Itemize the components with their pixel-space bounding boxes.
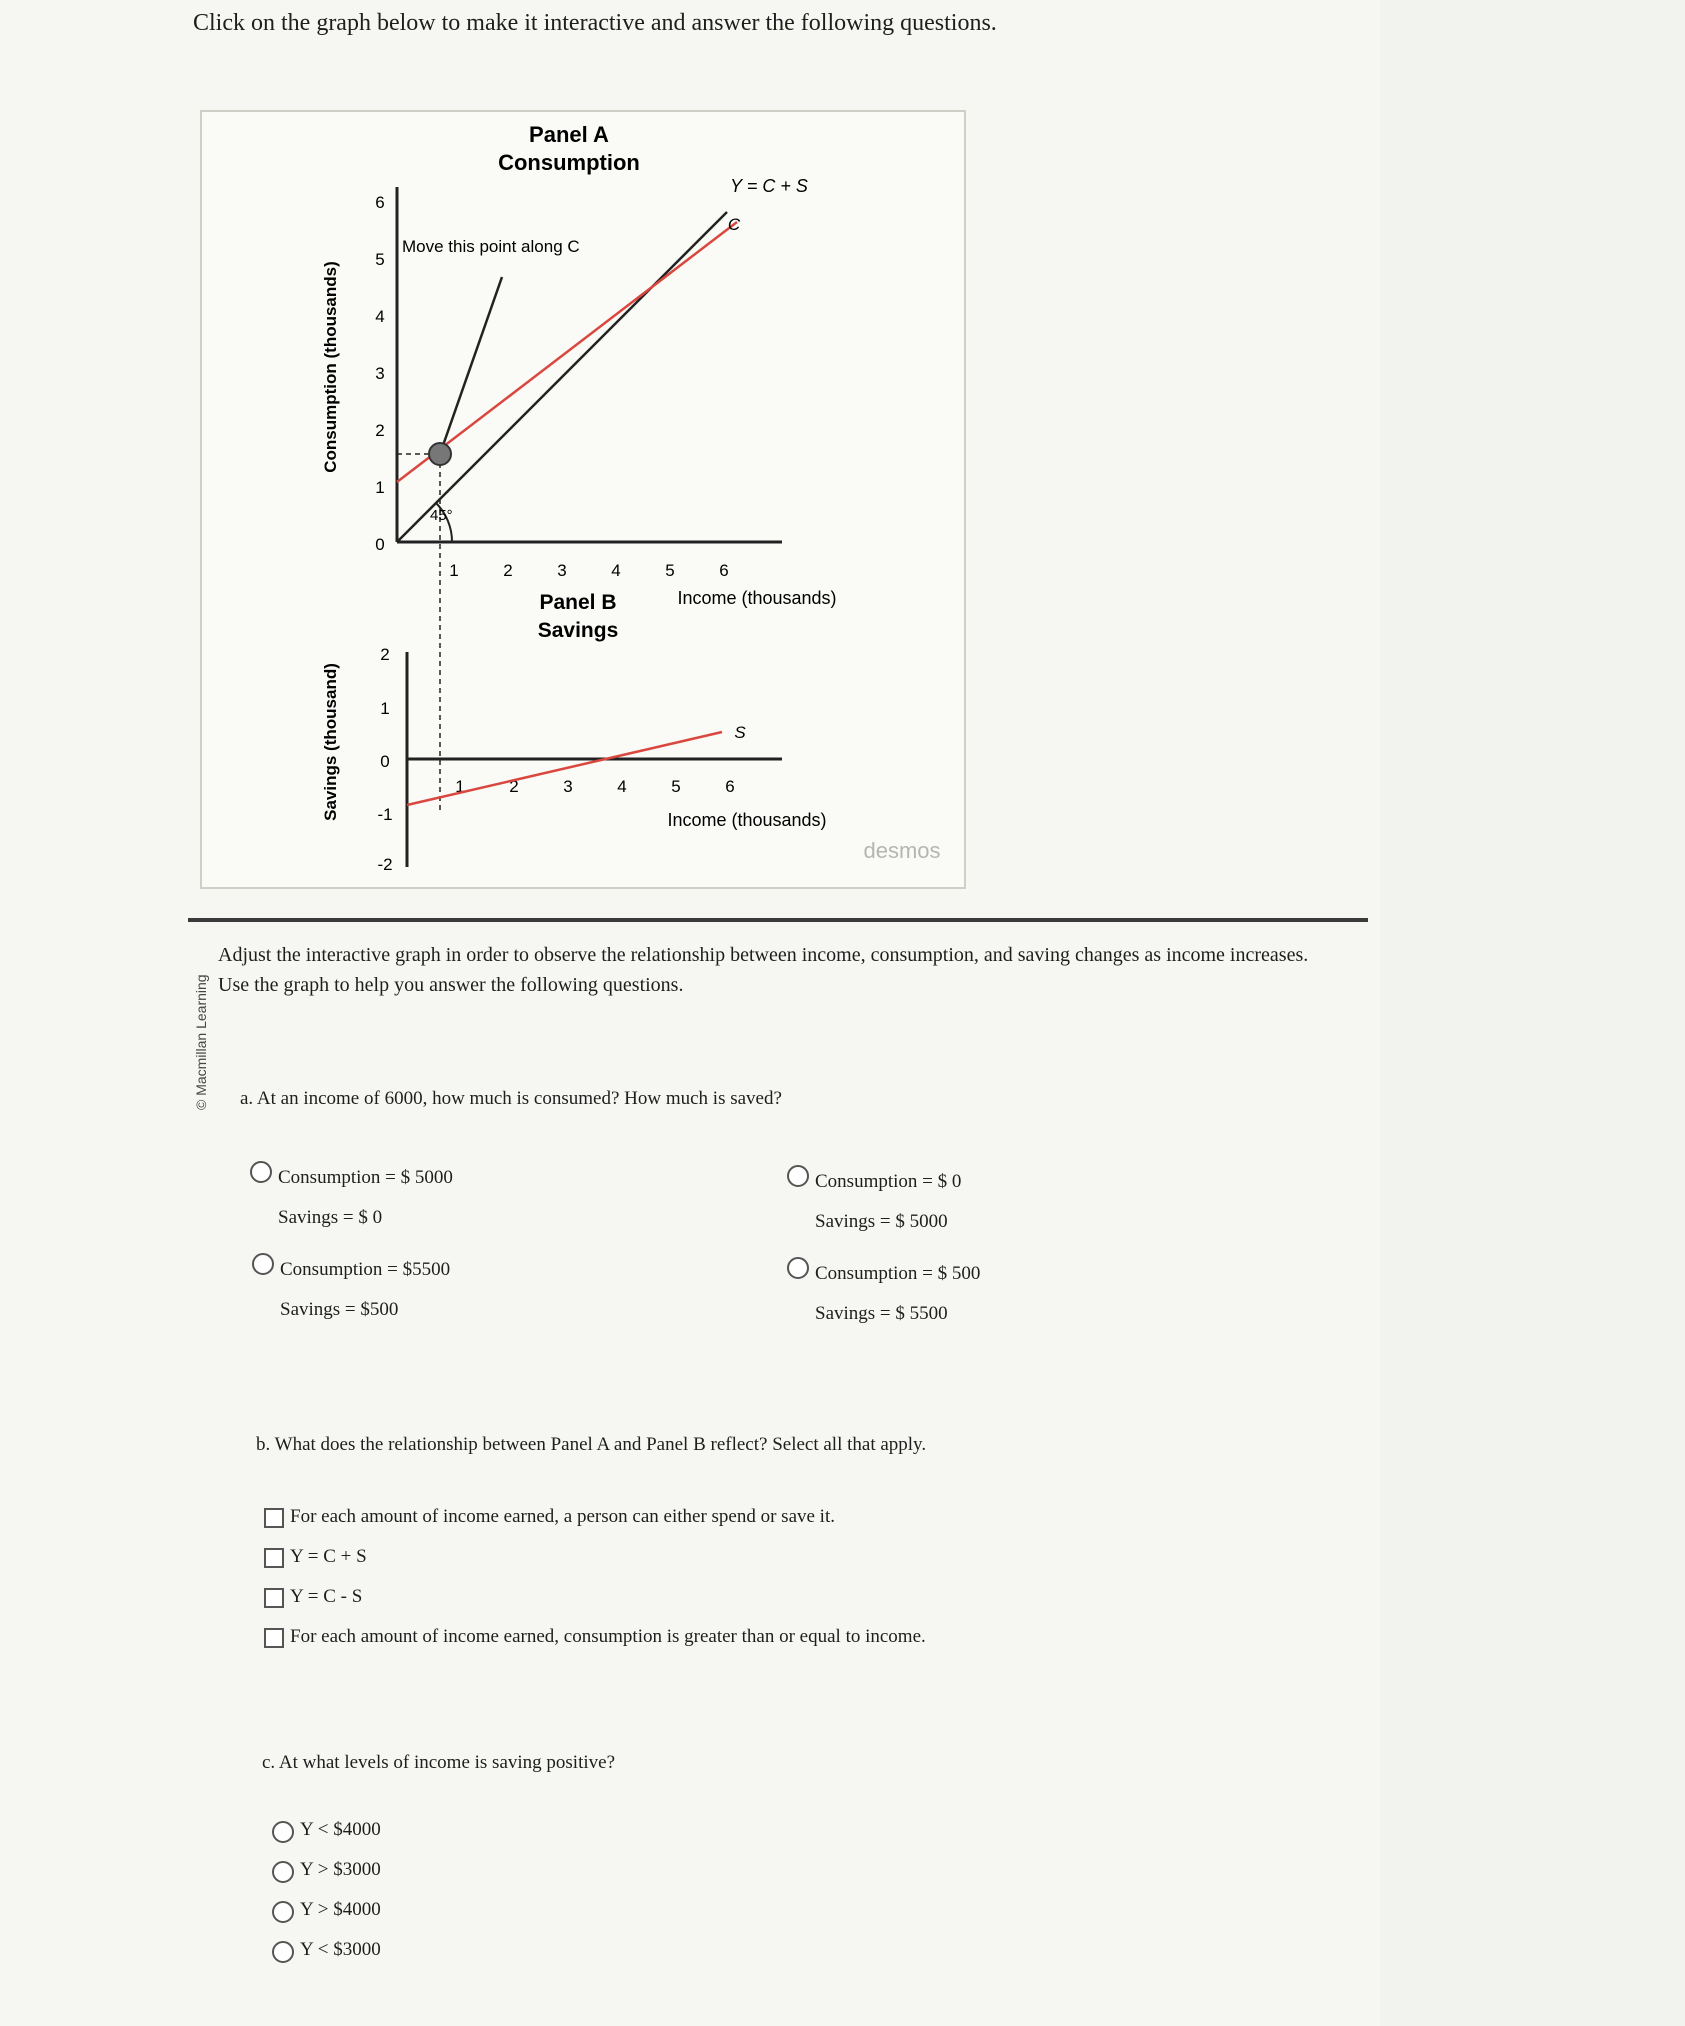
option-line: Savings = $500 — [280, 1299, 399, 1320]
option-label: For each amount of income earned, a person can either spend or save it. — [290, 1506, 835, 1527]
option-label: Y > $4000 — [300, 1899, 381, 1920]
graph-svg[interactable] — [202, 112, 964, 887]
radio-button[interactable] — [787, 1165, 809, 1187]
panel-b-ytick: -1 — [377, 805, 393, 824]
option-line: Consumption = $ 500 — [815, 1263, 981, 1284]
panel-b-xtick: 6 — [725, 777, 735, 796]
question-b-option-4[interactable] — [264, 1625, 926, 1649]
radio-button[interactable] — [272, 1941, 294, 1963]
question-a-prompt: a. At an income of 6000, how much is consumed? How much is saved? — [240, 1088, 782, 1109]
line-c[interactable] — [397, 222, 737, 482]
question-c-option-4[interactable] — [272, 1938, 381, 1963]
panel-b-ytick: 2 — [380, 645, 390, 664]
panel-b-yticks — [377, 645, 392, 874]
panel-b-xtick: 5 — [671, 777, 681, 796]
option-line: Savings = $ 5000 — [815, 1211, 948, 1232]
panel-a-ytick: 6 — [375, 193, 385, 212]
question-a-option-4[interactable] — [787, 1254, 980, 1334]
question-b-option-3[interactable] — [264, 1585, 362, 1609]
instructions: Adjust the interactive graph in order to observe the relationship between income, consumption, and saving changes as income increases. Use the graph to help you answer the following questions. — [218, 944, 1309, 996]
hint-pointer-line — [440, 277, 502, 454]
panel-a-ylabel: Consumption (thousands) — [321, 261, 340, 473]
desmos-logo: desmos — [863, 838, 941, 863]
panel-b-ylabel: Savings (thousand) — [321, 663, 340, 821]
panel-a-ytick: 4 — [375, 307, 385, 326]
panel-b-title: Panel B — [539, 591, 617, 614]
hint-label: Move this point along C — [402, 237, 580, 256]
line-y-label: Y = C + S — [730, 176, 808, 196]
panel-b-xticks — [455, 777, 734, 796]
checkbox[interactable] — [264, 1548, 284, 1568]
question-b-prompt: b. What does the relationship between Panel A and Panel B reflect? Select all that apply. — [256, 1434, 927, 1455]
line-c-label: C — [727, 215, 741, 234]
panel-a-xtick: 6 — [719, 561, 729, 580]
panel-a-subtitle: Consumption — [498, 150, 640, 175]
panel-a-ytick: 3 — [375, 364, 385, 383]
movable-point[interactable] — [429, 443, 451, 465]
panel-b-ytick: 1 — [380, 699, 390, 718]
question-c-option-2[interactable] — [272, 1858, 381, 1883]
line-s-label: S — [734, 723, 746, 742]
panel-a-title: Panel A — [529, 122, 609, 147]
checkbox[interactable] — [264, 1508, 284, 1528]
panel-a-xtick: 1 — [449, 561, 459, 580]
question-b-option-1[interactable] — [264, 1505, 835, 1529]
panel-b-ytick: -2 — [377, 855, 393, 874]
radio-button[interactable] — [272, 1821, 294, 1843]
panel-a-xtick: 3 — [557, 561, 567, 580]
section-divider — [188, 918, 1368, 922]
panel-a-ytick: 2 — [375, 421, 385, 440]
option-label: Y > $3000 — [300, 1859, 381, 1880]
copyright: © Macmillan Learning — [193, 974, 209, 1110]
panel-a-xtick: 4 — [611, 561, 621, 580]
radio-button[interactable] — [787, 1257, 809, 1279]
option-label: Y < $3000 — [300, 1939, 381, 1960]
option-label: Y < $4000 — [300, 1819, 381, 1840]
question-c-prompt: c. At what levels of income is saving positive? — [262, 1752, 616, 1773]
option-label: Y = C + S — [290, 1546, 367, 1567]
interactive-graph[interactable] — [200, 110, 966, 889]
panel-b-xtick: 1 — [455, 777, 465, 796]
intro-text: Click on the graph below to make it interactive and answer the following questions. — [193, 10, 997, 36]
angle-label: 45° — [430, 507, 453, 524]
question-a-option-2[interactable] — [787, 1162, 961, 1242]
panel-a-yticks — [375, 193, 384, 554]
panel-a-xlabel: Income (thousands) — [677, 588, 837, 608]
option-line: Consumption = $ 5000 — [278, 1167, 453, 1188]
option-line: Consumption = $5500 — [280, 1259, 451, 1280]
checkbox[interactable] — [264, 1588, 284, 1608]
radio-button[interactable] — [252, 1253, 274, 1275]
option-label: Y = C - S — [290, 1586, 363, 1607]
panel-a-ytick: 0 — [375, 535, 385, 554]
radio-button[interactable] — [272, 1901, 294, 1923]
line-y-equals-c-plus-s — [397, 212, 727, 542]
panel-b-xtick: 4 — [617, 777, 627, 796]
panel-b-ytick: 0 — [380, 752, 390, 771]
radio-button[interactable] — [250, 1161, 272, 1183]
question-c-option-1[interactable] — [272, 1818, 381, 1843]
panel-b-xlabel: Income (thousands) — [667, 810, 827, 830]
panel-a-ytick: 1 — [375, 478, 385, 497]
option-line: Consumption = $ 0 — [815, 1171, 962, 1192]
option-line: Savings = $ 5500 — [815, 1303, 948, 1324]
panel-a-xtick: 2 — [503, 561, 513, 580]
radio-button[interactable] — [272, 1861, 294, 1883]
panel-a-ytick: 5 — [375, 250, 385, 269]
option-line: Savings = $ 0 — [278, 1207, 383, 1228]
option-label: For each amount of income earned, consumption is greater than or equal to income. — [290, 1626, 926, 1647]
question-c-option-3[interactable] — [272, 1898, 381, 1923]
question-a-option-3[interactable] — [252, 1250, 450, 1330]
panel-b-xtick: 2 — [509, 777, 519, 796]
question-b-option-2[interactable] — [264, 1545, 367, 1569]
question-a-option-1[interactable] — [250, 1158, 453, 1238]
panel-b-subtitle: Savings — [537, 619, 619, 642]
checkbox[interactable] — [264, 1628, 284, 1648]
panel-b-xtick: 3 — [563, 777, 573, 796]
panel-a-xticks — [449, 561, 728, 580]
panel-a-xtick: 5 — [665, 561, 675, 580]
